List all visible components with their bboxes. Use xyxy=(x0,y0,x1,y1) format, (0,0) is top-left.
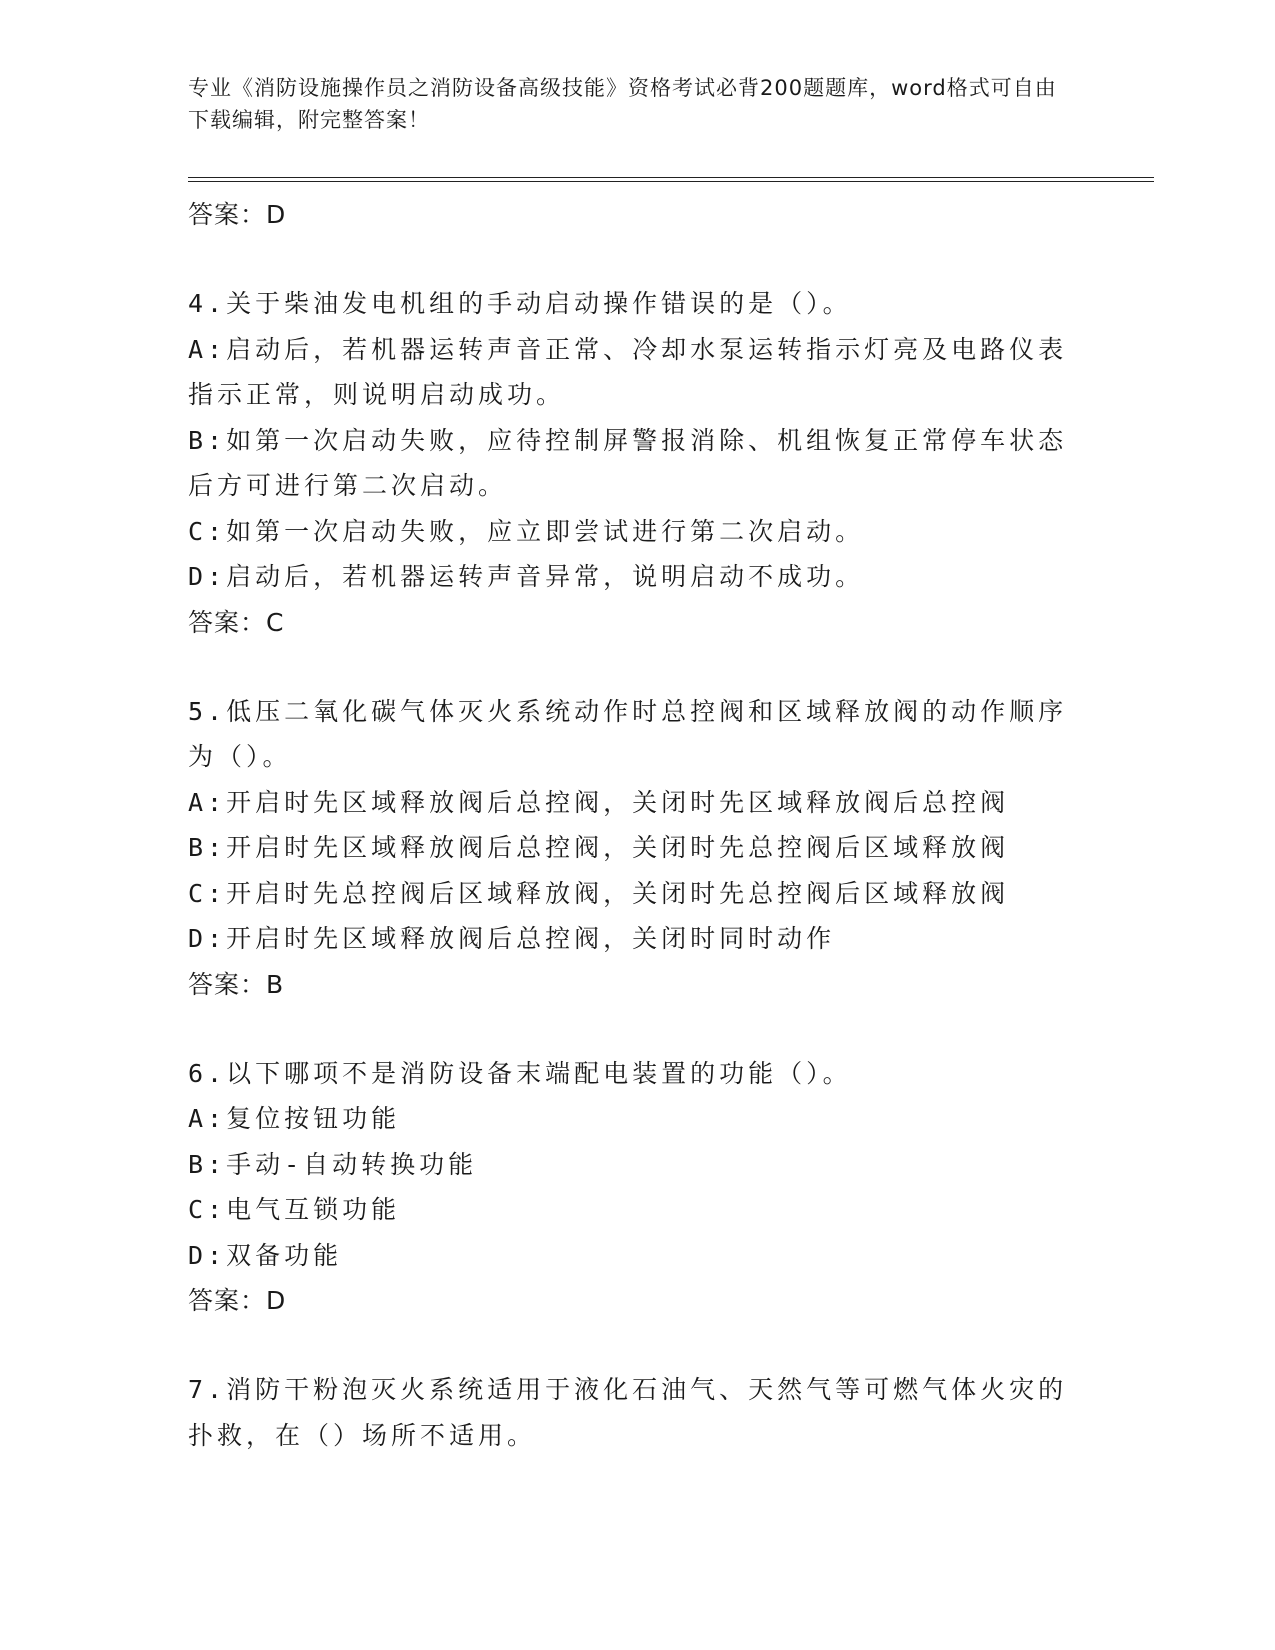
option-d: D:双备功能 xyxy=(188,1240,343,1270)
previous-answer: 答案：D xyxy=(188,200,287,229)
question-4 xyxy=(188,281,1088,645)
option-b: B:开启时先区域释放阀后总控阀，关闭时先总控阀后区域释放阀 xyxy=(188,833,1010,862)
option-d: D:启动后，若机器运转声音异常，说明启动不成功。 xyxy=(188,562,865,591)
question-7 xyxy=(188,1367,1088,1458)
option-a: A:复位按钮功能 xyxy=(188,1104,401,1133)
option-c: C:开启时先总控阀后区域释放阀，关闭时先总控阀后区域释放阀 xyxy=(188,878,1010,908)
option-b: B:如第一次启动失败，应待控制屏警报消除、机组恢复正常停车状态后方可进行第二次启动。 xyxy=(188,425,1068,500)
option-b: B:手动-自动转换功能 xyxy=(188,1149,478,1179)
question-stem: 5.低压二氧化碳气体灭火系统动作时总控阀和区域释放阀的动作顺序为（）。 xyxy=(188,696,1068,771)
header-divider xyxy=(188,177,1154,182)
option-c: C:如第一次启动失败，应立即尝试进行第二次启动。 xyxy=(188,516,865,546)
answer-line: 答案：D xyxy=(188,1286,287,1315)
option-a: A:启动后，若机器运转声音正常、冷却水泵运转指示灯亮及电路仪表指示正常，则说明启动成功。 xyxy=(188,334,1068,409)
question-stem: 7.消防干粉泡灭火系统适用于液化石油气、天然气等可燃气体火灾的扑救，在（）场所不适用。 xyxy=(188,1375,1068,1450)
option-a: A:开启时先区域释放阀后总控阀，关闭时先区域释放阀后总控阀 xyxy=(188,787,1010,817)
option-c: C:电气互锁功能 xyxy=(188,1195,401,1224)
answer-line: 答案：C xyxy=(188,607,285,637)
question-6 xyxy=(188,1051,1088,1324)
option-d: D:开启时先区域释放阀后总控阀，关闭时同时动作 xyxy=(188,924,836,953)
question-list xyxy=(188,192,1088,1458)
question-stem: 6.以下哪项不是消防设备末端配电装置的功能（）。 xyxy=(188,1058,852,1088)
document-header-note: 专业《消防设施操作员之消防设备高级技能》资格考试必背200题题库，word格式可自由下载编辑，附完整答案！ xyxy=(188,76,1057,132)
question-stem: 4.关于柴油发电机组的手动启动操作错误的是（）。 xyxy=(188,289,852,318)
question-5 xyxy=(188,689,1088,1007)
answer-line: 答案：B xyxy=(188,969,285,999)
